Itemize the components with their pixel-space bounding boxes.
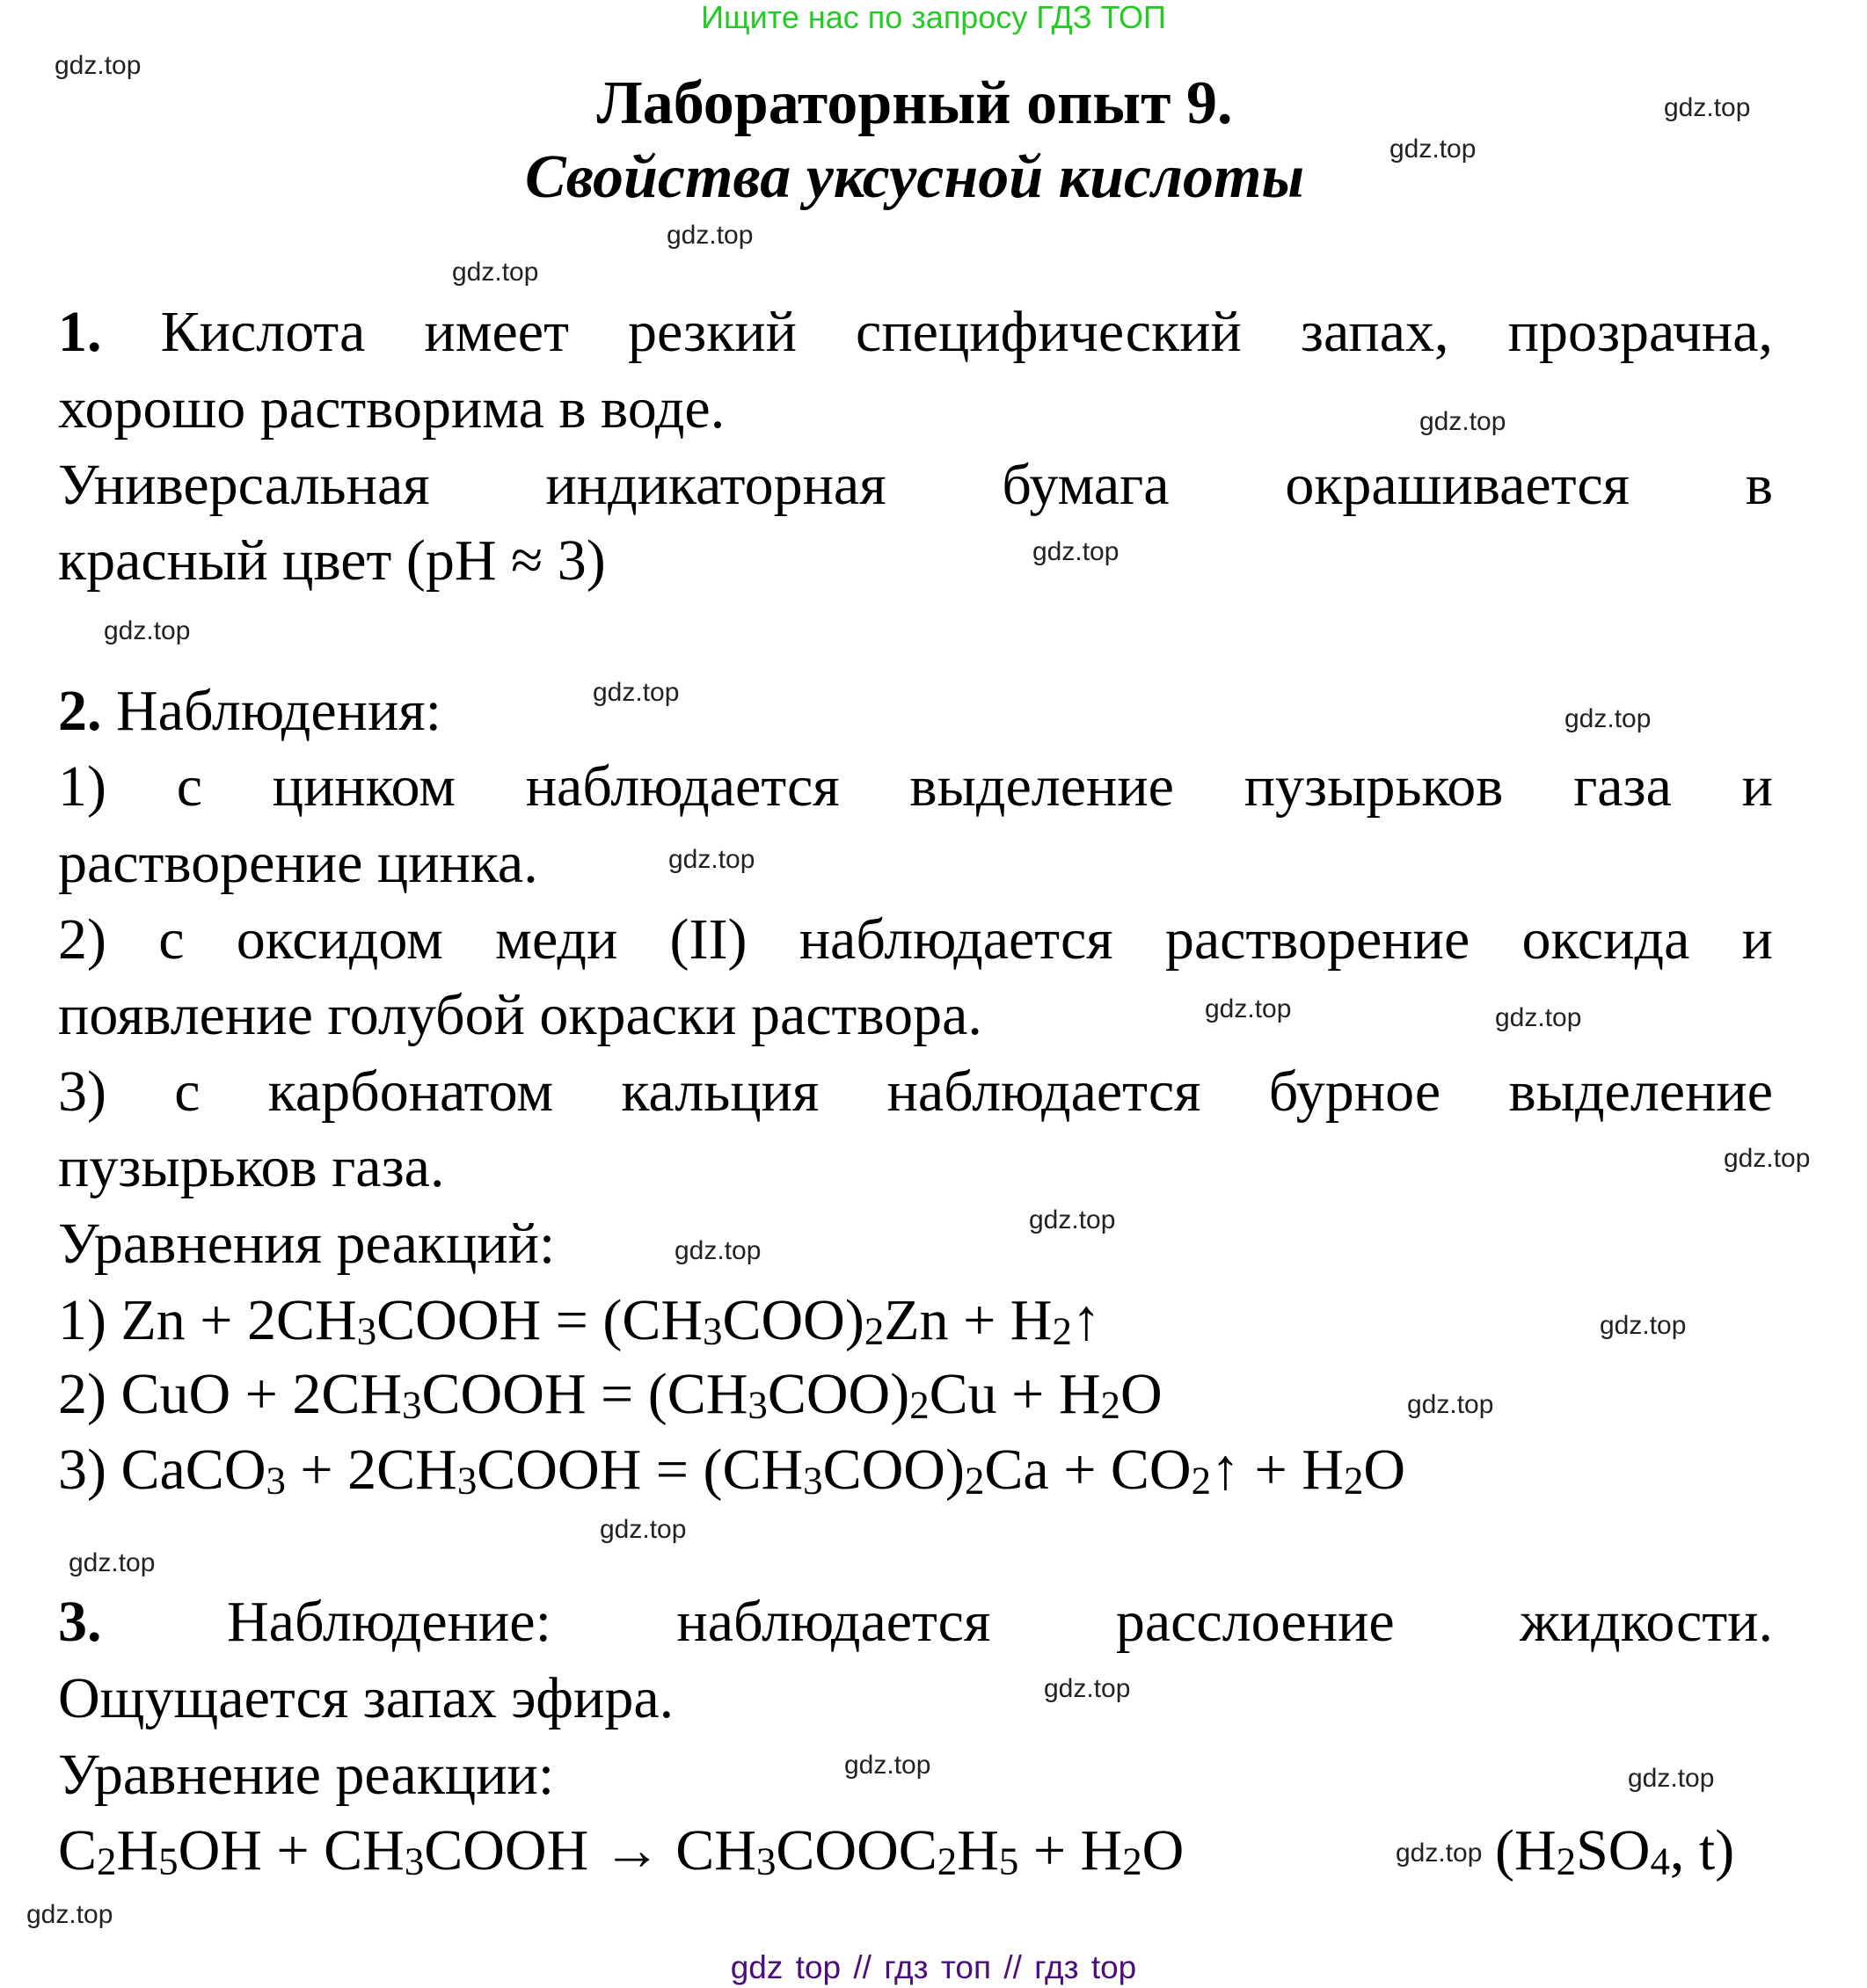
section3-line [58,1584,1773,1660]
watermark: gdz.top [1029,1205,1116,1234]
section1-line: хорошо растворима в воде. [58,376,726,441]
watermark: gdz.top [452,258,539,287]
formula-text: COO) [722,1288,864,1352]
formula-text: Zn + H [884,1288,1053,1352]
watermark: gdz.top [1419,407,1506,436]
watermark: gdz.top [1205,994,1292,1023]
formula-subscript: 3 [266,1458,286,1503]
formula-text: COOC [776,1818,937,1882]
page-title: Лабораторный опыт 9. [596,69,1233,137]
formula-subscript: 3 [456,1458,478,1503]
section1-line [58,295,1773,370]
formula-text: Cu + H [929,1362,1101,1426]
formula-text: O [1141,1818,1185,1882]
equations-heading: Уравнения реакций: [58,1212,556,1276]
formula-subscript: 3 [703,1308,723,1353]
watermark: gdz.top [26,1900,113,1929]
watermark: gdz.top [1044,1674,1131,1703]
formula-subscript: 3 [404,1839,425,1883]
watermark: gdz.top [1564,704,1652,733]
formula-subscript: 2 [1052,1308,1072,1353]
watermark: gdz.top [1664,93,1751,122]
formula-subscript: 2 [97,1839,117,1883]
watermark: gdz.top [1724,1144,1811,1173]
section3-number: 3. [58,1590,102,1654]
observation-line: растворение цинка. [58,831,538,895]
section2-title: Наблюдения: [116,679,441,743]
formula-text: 3) CaCO [58,1438,266,1502]
equation-1 [58,1283,1101,1358]
formula-subscript: 2 [864,1308,885,1353]
formula-text: C [58,1818,98,1882]
watermark: gdz.top [104,616,191,645]
equation-heading: Уравнение реакции: [58,1743,555,1807]
watermark: gdz.top [600,1515,687,1544]
observation-line: появление голубой окраски раствора. [58,983,982,1047]
formula-text: COO) [822,1438,965,1502]
formula-text: O [1363,1438,1406,1502]
formula-text: 2) CuO + 2CH [58,1362,403,1426]
formula-text: H [957,1818,999,1882]
formula-text: + 2CH [285,1438,457,1502]
watermark: gdz.top [1032,537,1119,566]
watermark: gdz.top [593,678,680,707]
reaction-condition [1495,1813,1734,1889]
formula-text: (H [1495,1818,1557,1882]
watermark: gdz.top [1600,1311,1687,1340]
formula-text: O [1119,1362,1163,1426]
formula-subscript: 2 [1556,1839,1577,1883]
watermark: gdz.top [1495,1003,1582,1032]
observation-line: 1) с цинком наблюдается выделение пузырьков газа и [58,754,1773,819]
watermark: gdz.top [675,1236,762,1265]
formula-text: ↑ [1071,1288,1101,1352]
formula-subscript: 3 [748,1382,768,1427]
section1-line: Универсальная индикаторная бумага окрашивается в [58,453,1773,517]
watermark: gdz.top [1628,1764,1715,1793]
formula-subscript: 3 [755,1839,777,1883]
formula-text: COOH = (CH [477,1438,804,1502]
formula-subscript: 4 [1650,1839,1670,1883]
formula-subscript: 2 [1122,1839,1142,1883]
formula-text: Ca + CO [984,1438,1192,1502]
watermark: gdz.top [1407,1390,1494,1419]
page-subtitle: Свойства уксусной кислоты [524,143,1305,211]
footer-links: gdz top // гдз топ // гдз top [730,1949,1137,1985]
watermark: gdz.top [55,51,142,80]
observation-line: 2) с оксидом меди (II) наблюдается растворение оксида и [58,907,1773,972]
formula-subscript: 2 [1191,1458,1212,1503]
formula-text: COO) [767,1362,910,1426]
watermark: gdz.top [668,845,755,874]
formula-text: COOH = (CH [421,1362,748,1426]
section3-line: Ощущается запах эфира. [58,1666,675,1730]
watermark: gdz.top [69,1548,156,1577]
observation-line: 3) с карбонатом кальция наблюдается бурное выделение [58,1060,1773,1124]
formula-subscript: 2 [1100,1382,1120,1427]
formula-text: , t) [1669,1818,1735,1882]
formula-subscript: 3 [356,1308,377,1353]
formula-subscript: 3 [803,1458,823,1503]
observation-line: пузырьков газа. [58,1135,445,1199]
section3-text: Наблюдение: наблюдается расслоение жидкости. [227,1590,1773,1654]
watermark: gdz.top [1389,135,1477,164]
equation-2 [58,1357,1163,1432]
formula-text: COOH = (CH [376,1288,704,1352]
formula-text: OH + CH [178,1818,405,1882]
watermark: gdz.top [844,1751,931,1780]
section2-heading [58,674,441,749]
formula-text: 1) Zn + 2CH [58,1288,357,1352]
formula-subscript: 2 [1343,1458,1364,1503]
formula-subscript: 5 [158,1839,179,1883]
formula-text: H [116,1818,159,1882]
formula-text: SO [1576,1818,1651,1882]
formula-text: COOH → CH [424,1818,756,1882]
watermark: gdz.top [667,221,754,250]
esterification-equation [58,1813,1184,1889]
section1-number: 1. [58,300,102,364]
section1-line: красный цвет (pH ≈ 3) [58,528,606,593]
section2-number: 2. [58,679,102,743]
formula-subscript: 2 [937,1839,958,1883]
search-banner: Ищите нас по запросу ГДЗ ТОП [701,0,1166,35]
formula-subscript: 5 [998,1839,1019,1883]
formula-subscript: 2 [909,1382,930,1427]
formula-text: + H [1018,1818,1123,1882]
watermark: gdz.top [1396,1839,1483,1868]
section1-text: Кислота имеет резкий специфический запах, прозрачна, [160,300,1773,364]
equation-3 [58,1432,1405,1508]
formula-subscript: 3 [402,1382,422,1427]
formula-text: ↑ + H [1211,1438,1344,1502]
formula-subscript: 2 [964,1458,985,1503]
